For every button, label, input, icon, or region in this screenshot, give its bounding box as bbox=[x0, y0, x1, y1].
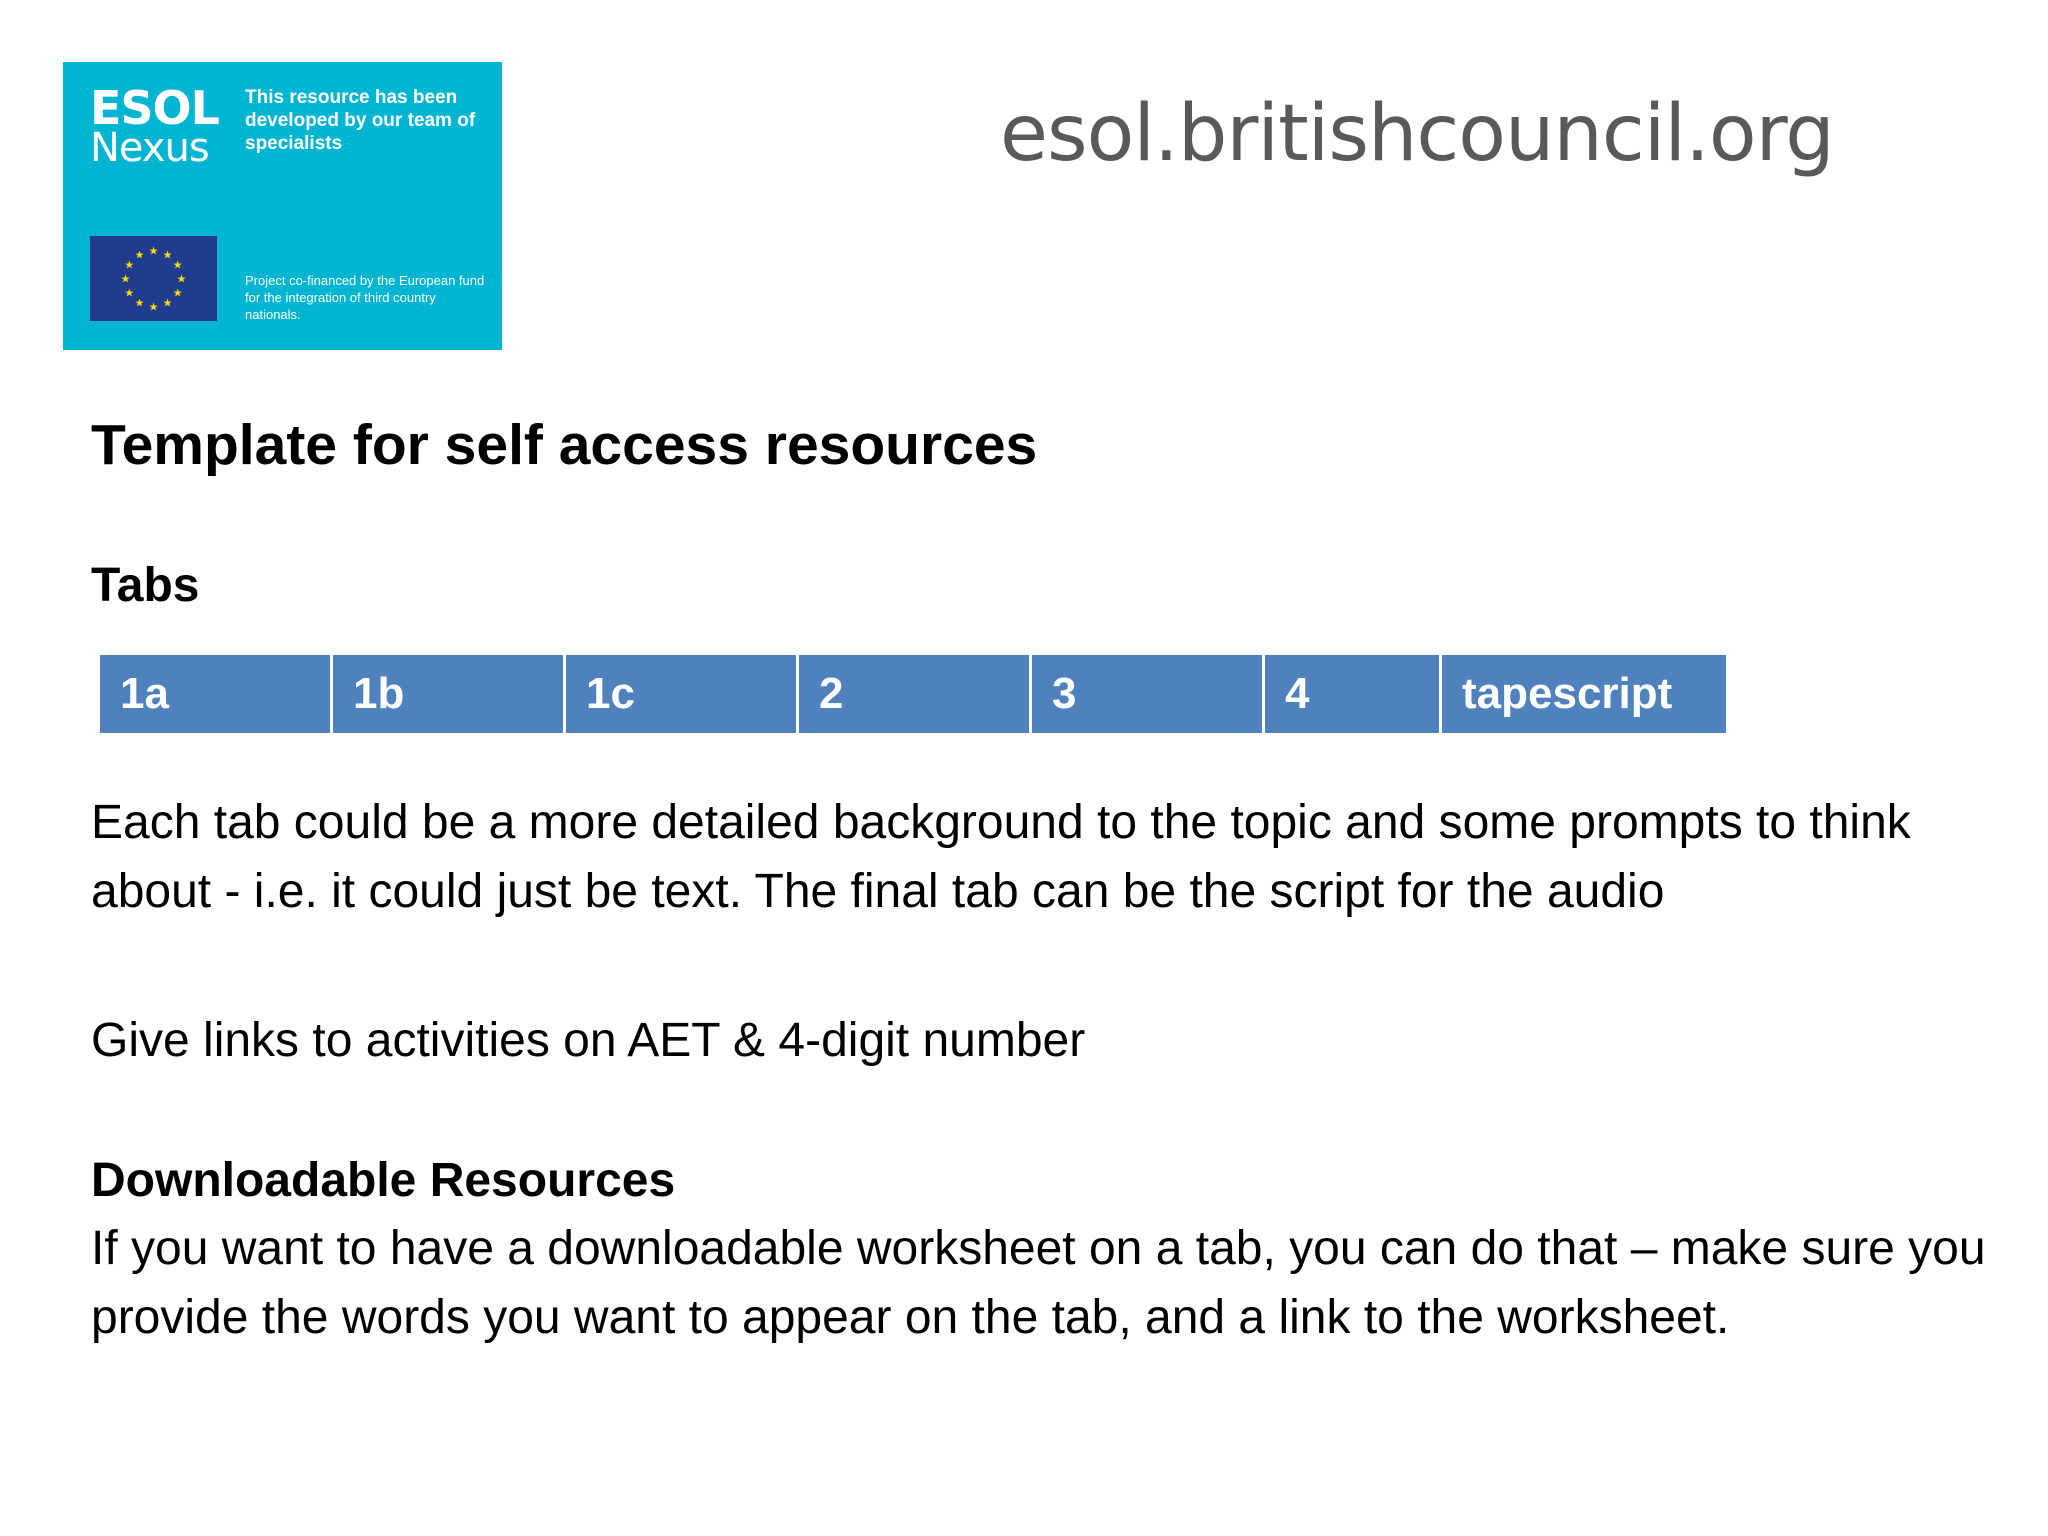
tab-tapescript[interactable]: tapescript bbox=[1442, 655, 1726, 733]
eu-stars-icon bbox=[90, 236, 217, 321]
logo-esol-text: ESOL bbox=[90, 81, 219, 135]
links-instruction: Give links to activities on AET & 4-digit number bbox=[91, 1014, 1086, 1067]
eu-star-icon: ★ bbox=[124, 287, 135, 300]
eu-star-icon: ★ bbox=[148, 301, 159, 314]
tab-4[interactable]: 4 bbox=[1265, 655, 1442, 733]
page-title: Template for self access resources bbox=[91, 413, 1038, 477]
tab-bar bbox=[100, 655, 1726, 733]
eu-star-icon: ★ bbox=[134, 297, 145, 310]
tab-3[interactable]: 3 bbox=[1032, 655, 1265, 733]
downloadable-description: If you want to have a downloadable worksheet on a tab, you can do that – make sure you provide the words you want to appear on the tab, and a link to the worksheet. bbox=[91, 1222, 1986, 1344]
eu-star-icon: ★ bbox=[120, 273, 131, 286]
eu-star-icon: ★ bbox=[124, 259, 135, 272]
logo-eu-text: Project co-financed by the European fund for the integration of third country nationals. bbox=[245, 273, 485, 322]
eu-flag-icon bbox=[90, 236, 217, 321]
tab-1c[interactable]: 1c bbox=[566, 655, 799, 733]
tab-2[interactable]: 2 bbox=[799, 655, 1032, 733]
eu-star-icon: ★ bbox=[134, 249, 145, 262]
eu-star-icon: ★ bbox=[172, 287, 183, 300]
logo-nexus-text: Nexus bbox=[90, 125, 209, 171]
tabs-heading: Tabs bbox=[91, 559, 200, 612]
website-url: esol.britishcouncil.org bbox=[1000, 89, 1834, 179]
tab-1b[interactable]: 1b bbox=[333, 655, 566, 733]
eu-star-icon: ★ bbox=[162, 249, 173, 262]
eu-star-icon: ★ bbox=[162, 297, 173, 310]
tab-1a[interactable]: 1a bbox=[100, 655, 333, 733]
eu-star-icon: ★ bbox=[176, 273, 187, 286]
tabs-description: Each tab could be a more detailed background to the topic and some prompts to think about - i.e. it could just be text. The final tab can be the script for the audio bbox=[91, 796, 1911, 918]
downloadable-heading: Downloadable Resources bbox=[91, 1154, 676, 1207]
logo-developed-text: This resource has been developed by our team of specialists bbox=[245, 87, 476, 154]
eu-star-icon: ★ bbox=[172, 259, 183, 272]
esol-nexus-logo bbox=[63, 62, 502, 350]
eu-star-icon: ★ bbox=[148, 245, 159, 258]
